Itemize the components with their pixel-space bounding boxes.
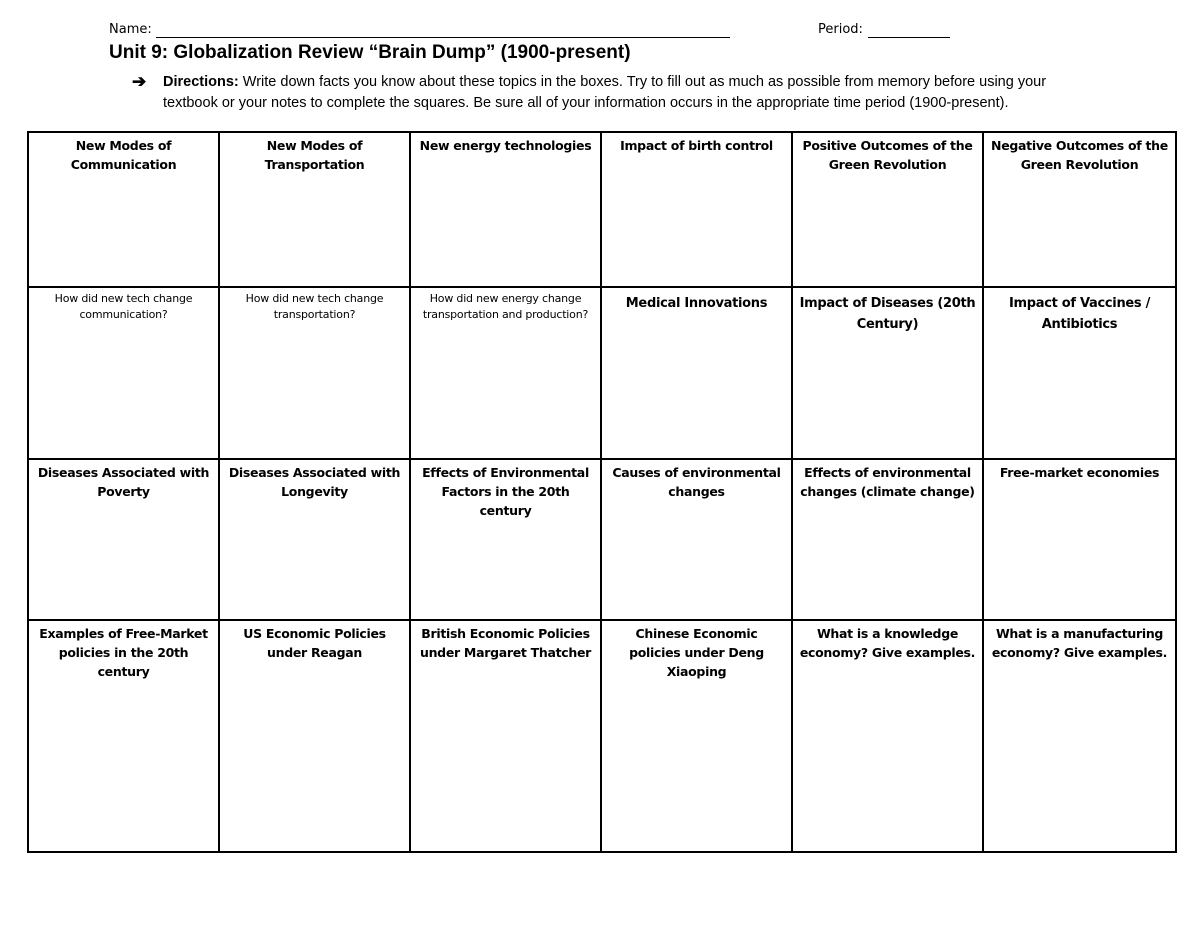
name-field[interactable]	[156, 37, 730, 38]
grid-cell[interactable]: What is a knowledge economy? Give examples.	[792, 620, 983, 852]
grid-cell[interactable]: Positive Outcomes of the Green Revolution	[792, 132, 983, 287]
grid-cell[interactable]: Effects of Environmental Factors in the 20th century	[410, 459, 601, 620]
grid-cell[interactable]: Examples of Free-Market policies in the 20th century	[28, 620, 219, 852]
grid-row	[28, 132, 1176, 287]
directions	[132, 72, 1092, 113]
grid-cell[interactable]: British Economic Policies under Margaret Thatcher	[410, 620, 601, 852]
grid-cell[interactable]: Medical Innovations	[601, 287, 792, 459]
period-field[interactable]	[868, 37, 950, 38]
directions-body: Write down facts you know about these topics in the boxes. Try to fill out as much as possible from memory before using your textbook or your notes to complete the squares. Be sure all of your information occurs in the appropriate time period (1900-present).	[163, 74, 1047, 111]
grid-cell[interactable]: Impact of Vaccines / Antibiotics	[983, 287, 1176, 459]
grid-cell[interactable]: What is a manufacturing economy? Give examples.	[983, 620, 1176, 852]
header-line	[109, 22, 969, 42]
grid-cell[interactable]: New Modes of Communication	[28, 132, 219, 287]
name-label: Name:	[109, 22, 152, 37]
grid-cell[interactable]: Negative Outcomes of the Green Revolution	[983, 132, 1176, 287]
directions-text	[163, 72, 1092, 113]
grid-cell[interactable]: How did new tech change communication?	[28, 287, 219, 459]
grid-cell[interactable]: New energy technologies	[410, 132, 601, 287]
period-label: Period:	[818, 22, 863, 37]
grid-cell[interactable]: Diseases Associated with Poverty	[28, 459, 219, 620]
grid-cell[interactable]: How did new tech change transportation?	[219, 287, 410, 459]
grid-cell[interactable]: Impact of birth control	[601, 132, 792, 287]
grid-cell[interactable]: Diseases Associated with Longevity	[219, 459, 410, 620]
grid-cell[interactable]: Causes of environmental changes	[601, 459, 792, 620]
grid-cell[interactable]: How did new energy change transportation and production?	[410, 287, 601, 459]
arrow-icon: ➔	[132, 72, 147, 91]
grid-row	[28, 459, 1176, 620]
grid-cell[interactable]: Free-market economies	[983, 459, 1176, 620]
directions-label: Directions:	[163, 74, 239, 90]
grid-cell[interactable]: Chinese Economic policies under Deng Xiaoping	[601, 620, 792, 852]
page-title: Unit 9: Globalization Review “Brain Dump” (1900-present)	[109, 42, 631, 63]
grid-cell[interactable]: Impact of Diseases (20th Century)	[792, 287, 983, 459]
grid-cell[interactable]: US Economic Policies under Reagan	[219, 620, 410, 852]
grid-cell[interactable]: Effects of environmental changes (climate change)	[792, 459, 983, 620]
grid-row	[28, 287, 1176, 459]
grid-row	[28, 620, 1176, 852]
brain-dump-grid	[27, 131, 1177, 853]
grid-cell[interactable]: New Modes of Transportation	[219, 132, 410, 287]
